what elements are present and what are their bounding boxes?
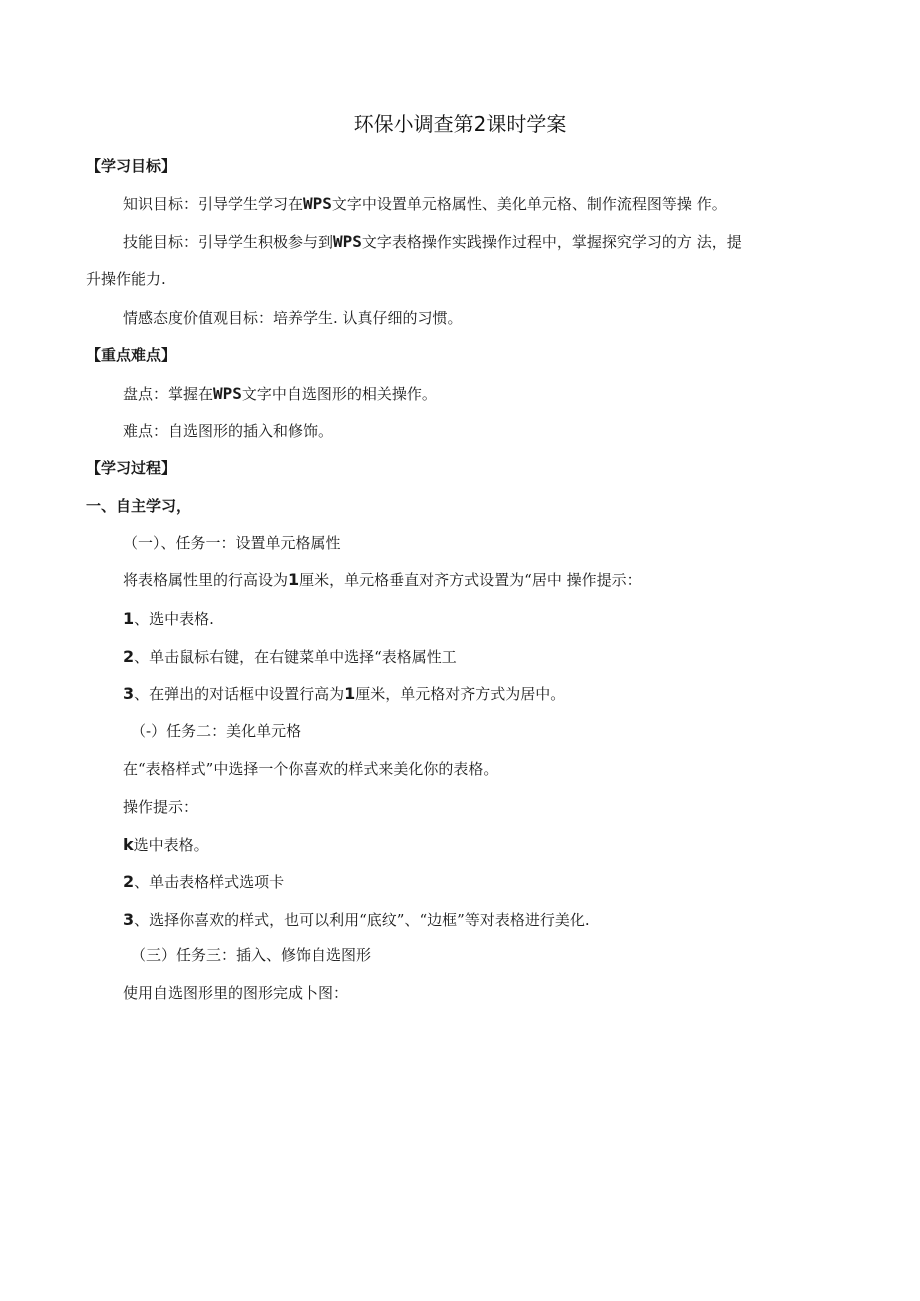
step-text: 、选中表格.	[134, 610, 214, 628]
step-number: 2	[123, 872, 135, 891]
page-title: 环保小调查第2课时学案	[353, 112, 567, 136]
focus-point-suffix: 文字中自选图形的相关操作。	[241, 385, 437, 403]
emotion-objective: 情感态度价值观目标：培养学生. 认真仔细的习惯。	[123, 309, 463, 327]
knowledge-objective-suffix: 文字中设置单元格属性、美化单元格、制作流程图等操 作。	[331, 195, 727, 213]
self-study-title: 一、自主学习，	[86, 497, 192, 515]
task3-title: （三）任务三：插入、修饰自选图形	[131, 946, 372, 964]
task1-desc-suffix: 厘米，单元格垂直对齐方式设置为“居中 操作提示：	[299, 571, 642, 589]
step-number: 3	[123, 910, 135, 929]
task2-hint: 操作提示：	[123, 798, 199, 816]
step-number: 3	[123, 684, 135, 703]
task1-step-2	[123, 647, 457, 667]
skill-objective-prefix: 技能目标：引导学生积极参与到	[123, 233, 334, 251]
step-text-suffix: 厘米，单元格对齐方式为居中。	[355, 685, 566, 703]
task1-step-3	[123, 684, 565, 704]
focus-point-prefix: 盘点：掌握在	[123, 385, 214, 403]
skill-objective	[123, 232, 742, 252]
step-inner-number: 1	[344, 684, 356, 703]
task2-step-2	[123, 872, 284, 892]
objectives-heading: 【学习目标】	[86, 157, 177, 175]
task1-desc-prefix: 将表格属性里的行高设为	[123, 571, 289, 589]
task1-title: （一）、任务一：设置单元格属性	[123, 534, 341, 552]
task3-description: 使用自选图形里的图形完成卜图：	[123, 984, 349, 1002]
process-heading: 【学习过程】	[86, 459, 177, 477]
task1-step-1	[123, 609, 214, 629]
step-number: 2	[123, 647, 135, 666]
task2-title: （-）任务二：美化单元格	[131, 722, 302, 740]
focus-point-code: WPS	[213, 384, 242, 403]
step-text: 选中表格。	[133, 836, 209, 854]
knowledge-objective-code: WPS	[303, 194, 332, 213]
skill-objective-continuation: 升操作能力.	[86, 270, 166, 288]
step-number: 1	[123, 609, 135, 628]
key-points-heading: 【重点难点】	[86, 346, 177, 364]
knowledge-objective-prefix: 知识目标：引导学生学习在	[123, 195, 304, 213]
task2-description: 在“表格样式”中选择一个你喜欢的样式来美化你的表格。	[123, 760, 499, 778]
task1-description	[123, 570, 642, 590]
step-text: 、单击鼠标右键，在右键菜单中选择“表格属性工	[134, 648, 457, 666]
step-text: 、选择你喜欢的样式，也可以利用“底纹”、“边框”等对表格进行美化.	[134, 911, 590, 929]
task2-step-3	[123, 910, 590, 930]
skill-objective-suffix: 文字表格操作实践操作过程中，掌握探究学习的方 法，提	[361, 233, 742, 251]
task2-step-1	[123, 835, 209, 855]
skill-objective-code: WPS	[333, 232, 362, 251]
focus-point	[123, 384, 437, 404]
step-number: k	[123, 835, 134, 854]
task1-desc-number: 1	[288, 570, 300, 589]
knowledge-objective	[123, 194, 727, 214]
step-text-prefix: 、在弹出的对话框中设置行高为	[134, 685, 345, 703]
step-text: 、单击表格样式选项卡	[134, 873, 285, 891]
difficulty-point: 难点：自选图形的插入和修饰。	[123, 422, 334, 440]
